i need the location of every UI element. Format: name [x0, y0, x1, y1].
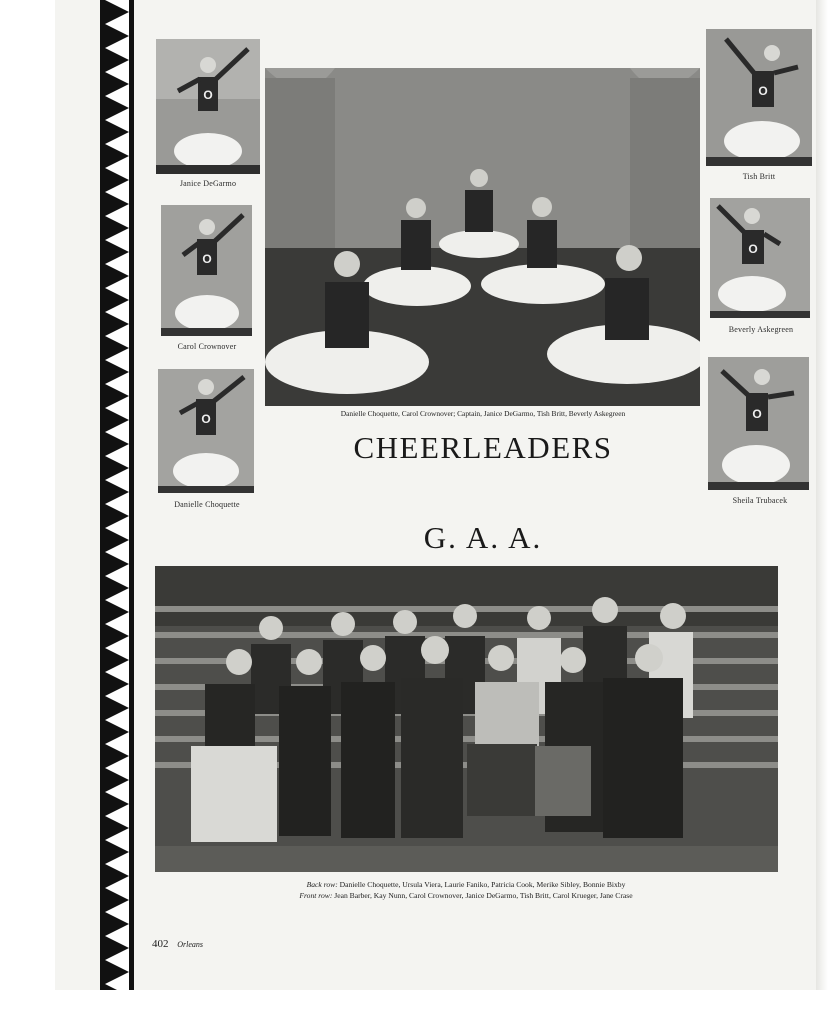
portrait-caption: Tish Britt	[742, 172, 776, 181]
cheerleaders-group-photo	[265, 68, 700, 406]
triangle-border-decoration	[100, 0, 134, 990]
portrait-caption: Danielle Choquette	[174, 500, 240, 509]
sweater-letter: O	[203, 88, 213, 102]
portrait-caption: Carol Crownover	[177, 342, 237, 351]
portrait-photo-sheila-trubacek	[708, 357, 809, 490]
gaa-members-caption	[155, 879, 777, 901]
back-row-label: Back row:	[306, 880, 338, 889]
sweater-letter: O	[748, 242, 758, 256]
portrait-caption: Sheila Trubacek	[732, 496, 788, 505]
portrait-photo-tish-britt	[706, 29, 812, 166]
page-folio	[152, 938, 203, 950]
front-row-label: Front row:	[299, 891, 333, 900]
gaa-group-photo	[155, 566, 778, 872]
portrait-photo-janice-degarmo	[156, 39, 260, 174]
portrait-caption: Janice DeGarmo	[179, 179, 237, 188]
page-number: 402	[152, 938, 169, 950]
cheerleaders-heading: CHEERLEADERS	[353, 430, 613, 465]
back-row-line	[155, 879, 777, 890]
publication-name: Orleans	[177, 940, 204, 949]
front-row-names: Jean Barber, Kay Nunn, Carol Crownover, Janice DeGarmo, Tish Britt, Carol Krueger, Jane Crase	[334, 891, 633, 900]
back-row-names: Danielle Choquette, Ursula Viera, Laurie Faniko, Patricia Cook, Merike Sibley, Bonnie Bixby	[339, 880, 626, 889]
sweater-letter: O	[201, 412, 211, 426]
cheerleaders-photo-caption: Danielle Choquette, Carol Crownover; Captain, Janice DeGarmo, Tish Britt, Beverly Askegreen	[340, 409, 626, 418]
portrait-photo-carol-crownover	[161, 205, 252, 336]
sweater-letter: O	[202, 252, 212, 266]
front-row-line	[155, 890, 777, 901]
portrait-photo-danielle-choquette	[158, 369, 254, 493]
sweater-letter: O	[758, 84, 768, 98]
gaa-heading: G. A. A.	[423, 520, 543, 555]
page-edge-shadow	[816, 0, 828, 990]
portrait-photo-beverly-askegreen	[710, 198, 810, 318]
portrait-caption: Beverly Askegreen	[728, 325, 794, 334]
sweater-letter: O	[752, 407, 762, 421]
